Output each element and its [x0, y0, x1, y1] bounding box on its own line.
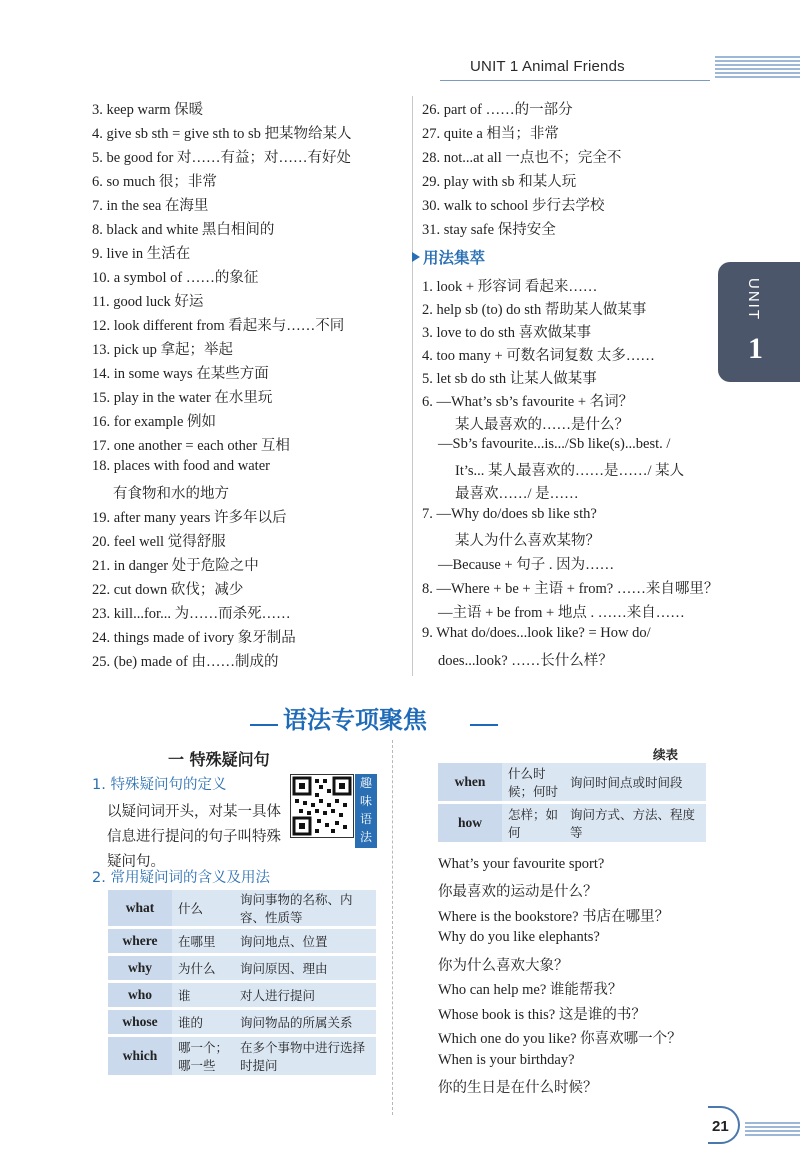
definition-text: 以疑问词开头，对某一具体信息进行提问的句子叫特殊疑问句。 — [107, 804, 281, 870]
table-cell-meaning: 在哪里 — [172, 929, 234, 953]
vocab-item: 20. feel well 觉得舒服 — [92, 534, 226, 550]
table-row — [108, 929, 376, 953]
usage-item: does...look? ……长什么样？ — [438, 653, 613, 669]
vocab-item: 29. play with sb 和某人玩 — [422, 174, 577, 190]
table-continued-label: 续表 — [653, 747, 679, 762]
usage-item: It’s... 某人最喜欢的……是……/ 某人 — [455, 463, 685, 479]
page-header — [0, 0, 800, 95]
table-row — [108, 983, 376, 1007]
usage-item-translation: 某人为什么喜欢某物？ — [455, 533, 600, 549]
table-cell-word: how — [438, 804, 502, 842]
usage-item: —Because + 句子 . 因为…… — [438, 557, 615, 573]
vocab-item: 5. be good for 对……有益；对……有好处 — [92, 150, 351, 166]
table-cell-usage: 对人进行提问 — [234, 983, 376, 1007]
vocab-item: 12. look different from 看起来与……不同 — [92, 318, 345, 334]
table-cell-word: what — [108, 890, 172, 926]
table-row — [108, 956, 376, 980]
page-number: 21 — [712, 1118, 729, 1135]
table-cell-usage: 询问物品的所属关系 — [234, 1010, 376, 1034]
vocab-item: 19. after many years 许多年以后 — [92, 510, 287, 526]
example-line: Which one do you like? 你喜欢哪一个？ — [438, 1031, 682, 1047]
side-tab-number: 1 — [748, 332, 763, 365]
vocab-item: 18. places with food and water — [92, 458, 270, 474]
usage-table-title: 2. 常用疑问词的含义及用法 — [92, 870, 270, 886]
vocab-item: 11. good luck 好运 — [92, 294, 204, 310]
vocab-item: 16. for example 例如 — [92, 414, 217, 430]
example-line: Where is the bookstore? 书店在哪里？ — [438, 909, 670, 925]
example-line: Who can help me? 谁能帮我？ — [438, 982, 623, 998]
vocab-item: 13. pick up 拿起；举起 — [92, 342, 233, 358]
question-word-table-continued — [438, 760, 706, 845]
column-divider — [412, 96, 413, 676]
vocab-item: 23. kill...for... 为……而杀死…… — [92, 606, 291, 622]
example-line: 你最喜欢的运动是什么？ — [438, 884, 598, 900]
banner-rule-left — [250, 724, 278, 726]
example-line: 你为什么喜欢大象？ — [438, 958, 569, 974]
vocab-item: 3. keep warm 保暖 — [92, 102, 204, 118]
table-row — [108, 1037, 376, 1075]
vocab-item: 4. give sb sth = give sth to sb 把某物给某人 — [92, 126, 352, 142]
example-line: 你的生日是在什么时候？ — [438, 1080, 598, 1096]
table-cell-usage: 在多个事物中进行选择时提问 — [234, 1037, 376, 1075]
table-cell-meaning: 谁的 — [172, 1010, 234, 1034]
table-row — [438, 763, 706, 801]
table-cell-word: which — [108, 1037, 172, 1075]
vocab-item: 17. one another = each other 互相 — [92, 438, 290, 454]
banner-rule-right — [470, 724, 498, 726]
header-rule — [440, 80, 710, 81]
table-cell-usage: 询问时间点或时间段 — [564, 763, 706, 801]
vocab-item: 31. stay safe 保持安全 — [422, 222, 556, 238]
unit-title: UNIT 1 Animal Friends — [470, 58, 625, 75]
triangle-icon — [412, 252, 420, 262]
table-cell-meaning: 谁 — [172, 983, 234, 1007]
footer-decoration — [745, 1122, 800, 1136]
usage-item: 6. —What’s sb’s favourite + 名词？ — [422, 394, 634, 410]
qr-code-icon — [291, 775, 353, 837]
vocab-item: 26. part of ……的一部分 — [422, 102, 573, 118]
usage-heading-text: 用法集萃 — [423, 249, 486, 267]
example-line: What’s your favourite sport? — [438, 856, 605, 872]
section-divider — [392, 740, 393, 1115]
table-cell-meaning: 什么 — [172, 890, 234, 926]
usage-item: 最喜欢……/ 是…… — [455, 486, 579, 502]
table-cell-meaning: 哪一个；哪一些 — [172, 1037, 234, 1075]
table-cell-meaning: 怎样；如何 — [502, 804, 564, 842]
usage-item: —Sb’s favourite...is.../Sb like(s)...best. / — [438, 436, 671, 452]
usage-item: 8. —Where + be + 主语 + from? ……来自哪里？ — [422, 581, 719, 597]
table-cell-meaning: 什么时候；何时 — [502, 763, 564, 801]
table-cell-word: why — [108, 956, 172, 980]
usage-item-translation: 某人最喜欢的……是什么？ — [455, 417, 629, 433]
vocab-item: 27. quite a 相当；非常 — [422, 126, 559, 142]
usage-item: 5. let sb do sth 让某人做某事 — [422, 371, 597, 387]
example-line: Whose book is this? 这是谁的书？ — [438, 1007, 646, 1023]
table-cell-usage: 询问地点、位置 — [234, 929, 376, 953]
table-cell-word: where — [108, 929, 172, 953]
table-row — [108, 1010, 376, 1034]
vocab-item: 9. live in 生活在 — [92, 246, 191, 262]
section-title: 一 特殊疑问句 — [168, 750, 270, 769]
vocab-item: 21. in danger 处于危险之中 — [92, 558, 259, 574]
vocab-item: 14. in some ways 在某些方面 — [92, 366, 269, 382]
vocab-item: 24. things made of ivory 象牙制品 — [92, 630, 296, 646]
table-cell-word: when — [438, 763, 502, 801]
vocab-item-translation: 有食物和水的地方 — [113, 486, 229, 502]
vocab-item: 10. a symbol of ……的象征 — [92, 270, 259, 286]
vocab-item: 6. so much 很；非常 — [92, 174, 217, 190]
example-line: When is your birthday? — [438, 1052, 575, 1068]
usage-item: 9. What do/does...look like? = How do/ — [422, 625, 651, 641]
table-row — [108, 890, 376, 926]
table-cell-word: who — [108, 983, 172, 1007]
table-cell-meaning: 为什么 — [172, 956, 234, 980]
header-decoration — [715, 56, 800, 78]
vocab-item: 25. (be) made of 由……制成的 — [92, 654, 279, 670]
table-cell-usage: 询问事物的名称、内容、性质等 — [234, 890, 376, 926]
qr-tab-label: 趣味语法 — [355, 774, 377, 848]
side-tab-label: UNIT — [745, 278, 762, 321]
qr-code[interactable] — [290, 774, 354, 838]
vocab-item: 30. walk to school 步行去学校 — [422, 198, 605, 214]
question-word-table — [108, 887, 376, 1078]
usage-item: 1. look + 形容词 看起来…… — [422, 279, 598, 295]
section-banner: 语法专项聚焦 — [283, 706, 427, 734]
usage-heading — [412, 246, 485, 268]
vocab-item: 15. play in the water 在水里玩 — [92, 390, 273, 406]
table-cell-word: whose — [108, 1010, 172, 1034]
table-cell-usage: 询问方式、方法、程度等 — [564, 804, 706, 842]
vocab-item: 22. cut down 砍伐；减少 — [92, 582, 244, 598]
definition-title: 1. 特殊疑问句的定义 — [92, 777, 227, 793]
usage-item: 4. too many + 可数名词复数 太多…… — [422, 348, 655, 364]
usage-item: 7. —Why do/does sb like sth? — [422, 506, 597, 522]
table-row — [438, 804, 706, 842]
vocab-item: 28. not...at all 一点也不；完全不 — [422, 150, 622, 166]
vocab-item: 7. in the sea 在海里 — [92, 198, 209, 214]
example-line: Why do you like elephants? — [438, 929, 600, 945]
usage-item: —主语 + be from + 地点 . ……来自…… — [438, 605, 685, 621]
vocab-item: 8. black and white 黑白相间的 — [92, 222, 275, 238]
usage-item: 3. love to do sth 喜欢做某事 — [422, 325, 592, 341]
usage-item: 2. help sb (to) do sth 帮助某人做某事 — [422, 302, 647, 318]
table-cell-usage: 询问原因、理由 — [234, 956, 376, 980]
